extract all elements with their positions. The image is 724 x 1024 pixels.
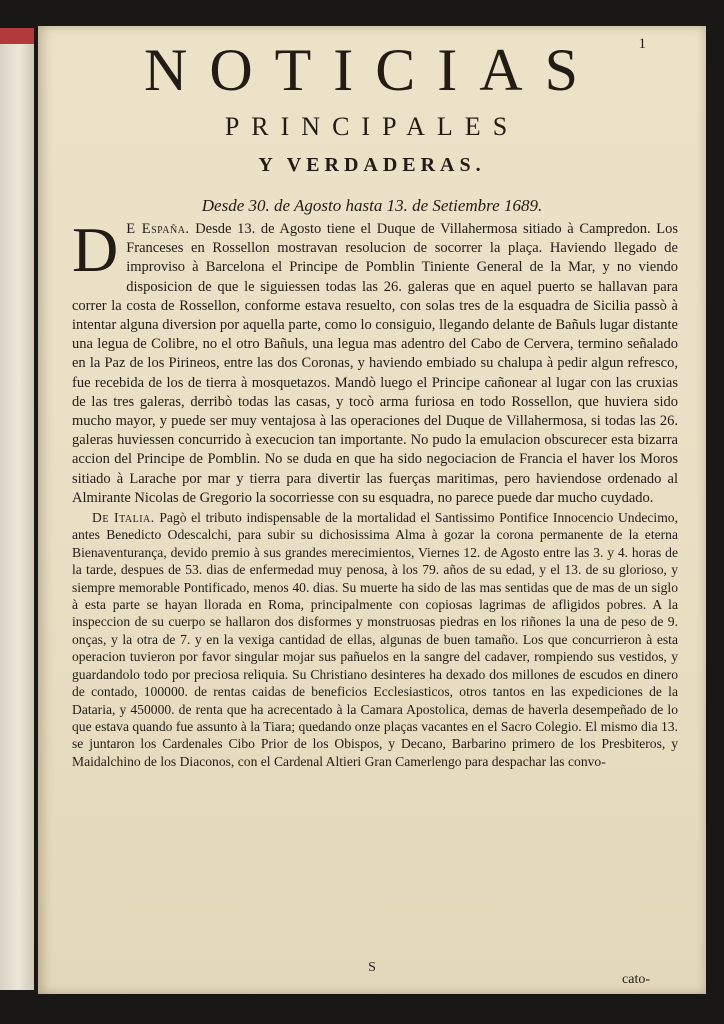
date-range-line: Desde 30. de Agosto hasta 13. de Setiembre 1689. [201, 196, 543, 215]
document-page [38, 26, 706, 994]
section-italia [72, 509, 678, 770]
section-espana-heading: E España. [126, 221, 190, 237]
adjacent-page-red-band [0, 28, 34, 44]
document-title: NOTICIAS [144, 37, 600, 103]
drop-cap: D [72, 214, 119, 285]
section-espana-text: Desde 13. de Agosto tiene el Duque de Villahermosa sitiado à Campredon. Los Franceses en Rossellon mostravan resolucion de socorrer la plaça. Haviendo llegado de improviso à Barcelona el Principe de Pomblin Tiniente General de la Mar, y no viendo disposicion de que le siguiessen todas las 26. galeras que en aquel puerto se hallavan para correr la costa de Rossellon, conforme estava resuelto, con solas tres de la esquadra de Sicilia passò à intentar alguna diversion por aquella parte, como lo consiguio, llegando delante de Bañuls lugar distante una legua de Colibre, no el otro Bañuls, una legua mas adentro del Cabo de Cervera, termino señalado en la Paz de los Pirineos, entre las dos Coronas, y haviendo embiado su chalupa à pedir algun refresco, fue recebida de los de tierra à mosquetazos. Mandò luego el Principe cañonear al lugar con las cruxias de las tres galeras, derribò todas las casas, y tocò arma furiosa en todo Rossellon, que huviera sido mucho mayor, y puede ser muy ventajosa à las operaciones del Duque de Villahermosa, si todas las 26. galeras huviessen concurrido à execucion tan importante. No pudo la emulacion obscurecer esta bizarra accion del Principe de Pomblin. No se duda en que ha sido negociacion de Francia el haver los Moros sitiado à Larache por mar y tierra para divertir las fuerças maritimas, pero haviendose ordenado al Almirante Nicolas de Gregorio la socorriesse con su esquadra, no parece puede dar mucho cuydado. [72, 221, 679, 506]
page-number: 1 [638, 36, 646, 52]
document-subtitle-principales: PRINCIPALES [224, 112, 520, 141]
body-text [72, 214, 679, 770]
adjacent-page-edge [0, 28, 34, 990]
section-espana [72, 214, 679, 508]
section-italia-text: Pagò el tributo indispensable de la mortalidad el Santissimo Pontifice Innocencio Undecimo, antes Benedicto Odescalchi, para subir su dichosissima Alma à gozar la corona permanente de la eterna Bienaventurança, devido premio à sus grandes merecimientos, Viernes 12. de Agosto entre las 3. y 4. horas de la tarde, despues de 53. dias de enfermedad muy penosa, à los 79. años de su edad, y el 13. de su glorioso, y siempre memorable Pontificado, menos 40. dias. Su muerte ha sido de las mas sentidas que de mas de un siglo à esta parte se hayan llorada en Roma, principalmente con copiosas lagrimas de afligidos pobres. A la inspeccion de su cuerpo se hallaron dos disformes y monstruosas piedras en los riñones la una de peso de 9. onças, y la otra de 7. y en la vexiga cantidad de ellas, algunas de buen tamaño. Los que concurrieron à esta operacion tuvieron por favor singular mojar sus pañuelos en la sangre del cadaver, rompiendo sus vestidos, y guardandolo todo por preciosa reliquia. Su Christiano desinteres ha dexado dos millones de escudos en dinero de contado, 100000. de rentas caidas de beneficios Ecclesiasticos, otros tantos en las expediciones de la Dataria, y 450000. de renta que ha acrecentado à la Camara Apostolica, demas de haverla desempeñado de lo que estava quando fue assunto à la Tiara; quedando onze plaças vacantes en el Sacro Colegio. El mismo dia 13. se juntaron los Cardenales Cibo Prior de los Obispos, y Decano, Barbarino primero de los Presbiteros, y Maidalchino de los Diaconos, con el Cardenal Altieri Gran Camerlengo para despachar las convo- [72, 510, 678, 769]
section-italia-heading: De Italia. [92, 510, 155, 526]
document-subtitle-verdaderas: Y VERDADERAS. [258, 154, 486, 176]
catchword: cato- [622, 972, 650, 987]
signature-mark: S [368, 960, 376, 975]
